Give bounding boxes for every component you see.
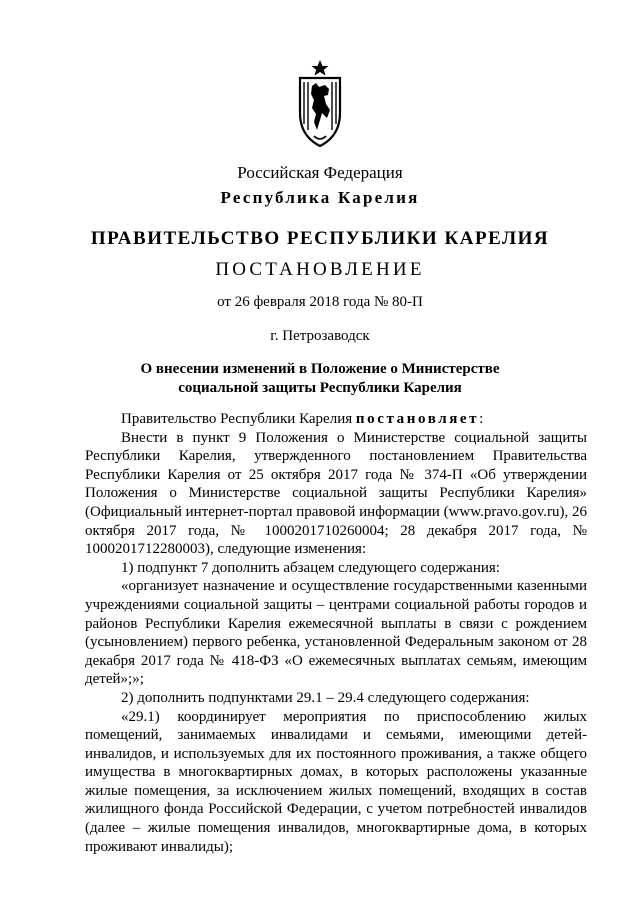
resolves-word: постановляет — [355, 411, 480, 427]
document-type: ПОСТАНОВЛЕНИЕ — [215, 259, 425, 280]
body-paragraph-intro — [85, 410, 587, 429]
government-title: ПРАВИТЕЛЬСТВО РЕСПУБЛИКИ КАРЕЛИЯ — [90, 228, 550, 249]
body-paragraph: 1) подпункт 7 дополнить абзацем следующего содержания: — [121, 559, 500, 576]
karelia-coat-of-arms-icon — [295, 58, 345, 148]
document-city: г. Петрозаводск — [270, 328, 370, 344]
subject-line-1: О внесении изменений в Положение о Министерстве — [140, 361, 500, 377]
subject-line-2: социальной защиты Республики Карелия — [178, 380, 462, 396]
country-name: Российская Федерация — [237, 163, 403, 182]
document-subject — [0, 360, 640, 398]
intro-prefix: Правительство Республики Карелия — [121, 411, 356, 427]
body-paragraph: 2) дополнить подпунктами 29.1 – 29.4 следующего содержания: — [121, 689, 530, 706]
republic-name: Республика Карелия — [220, 188, 420, 207]
body-paragraph: Внести в пункт 9 Положения о Министерстве социальной защиты Республики Карелия, утвержденного постановлением Правительства Республики Карелия от 25 октября 2017 года № 374-П «Об утверждении Положения о Министерстве социальной защиты Республики Карелия» (Официальный интернет-портал правовой информации (www.pravo.gov.ru), 26 октября 2017 года, № 1000201710260004; 28 декабря 2017 года, № 1000201712280003), следующие изменения: — [85, 429, 588, 558]
body-paragraph: «организует назначение и осуществление государственными казенными учреждениями социальной защиты – центрами социальной работы городов и районов Республики Карелия ежемесячной выплаты в связи с рождением (усыновлением) первого ребенка, установленной Федеральным законом от 28 декабря 2017 года № 418-ФЗ «О ежемесячных выплатах семьям, имеющим детей»;»; — [85, 578, 587, 688]
intro-suffix: : — [479, 411, 484, 427]
body-paragraph: «29.1) координирует мероприятия по приспособлению жилых помещений, занимаемых инвалидами и семьями, имеющими детей-инвалидов, и используемых для их постоянного проживания, а также общего имущества в многоквартирных домах, в которых расположены указанные жилые помещения, за исключением жилых помещений, входящих в состав жилищного фонда Российской Федерации, с учетом потребностей инвалидов (далее – жилые помещения инвалидов, многоквартирные дома, в которых проживают инвалиды); — [85, 708, 587, 855]
document-body — [85, 410, 587, 856]
document-date: от 26 февраля 2018 года № 80-П — [217, 294, 423, 310]
